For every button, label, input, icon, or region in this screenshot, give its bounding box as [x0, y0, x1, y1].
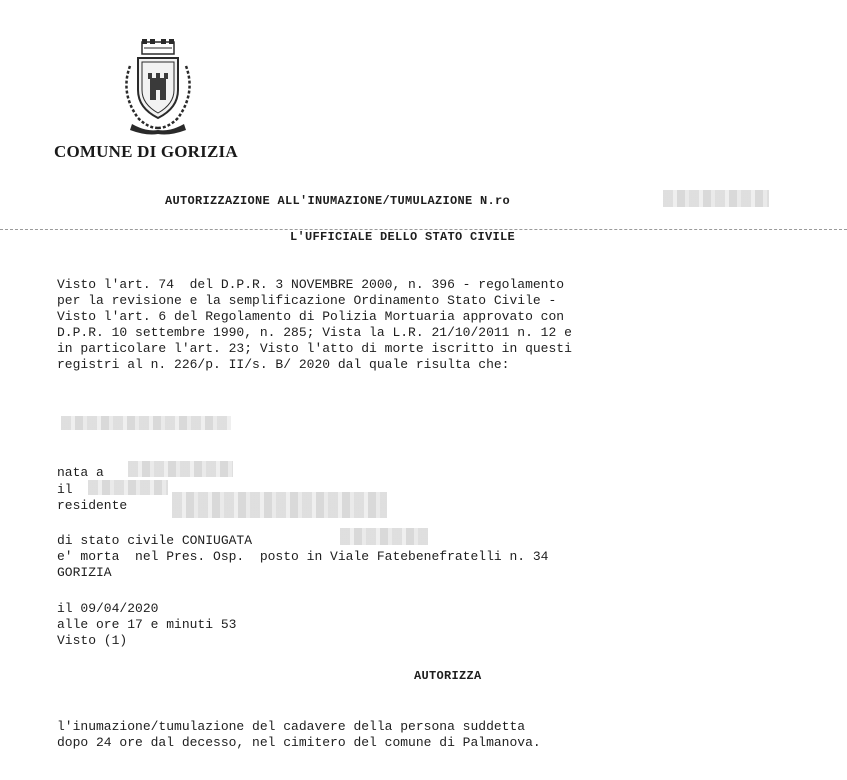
death-time: alle ore 17 e minuti 53 [57, 617, 237, 632]
intro-line: per la revisione e la semplificazione Ordinamento Stato Civile - [57, 293, 557, 308]
death-place [57, 549, 548, 581]
redacted-residence [172, 492, 387, 518]
residence-label: residente [57, 498, 128, 513]
closing-line: dopo 24 ore dal decesso, nel cimitero del comune di Palmanova. [57, 735, 541, 750]
intro-line: registri al n. 226/p. II/s. B/ 2020 dal quale risulta che: [57, 357, 510, 372]
death-date: il 09/04/2020 [57, 601, 159, 616]
intro-line: Visto l'art. 74 del D.P.R. 3 NOVEMBRE 2000, n. 396 - regolamento [57, 277, 565, 292]
authorizes-heading: AUTORIZZA [414, 669, 482, 683]
born-label: nata a [57, 465, 104, 480]
redacted-birthplace [128, 461, 233, 477]
officer-heading: L'UFFICIALE DELLO STATO CIVILE [290, 230, 516, 244]
intro-paragraph [57, 277, 572, 373]
death-line: GORIZIA [57, 565, 112, 580]
intro-line: Visto l'art. 6 del Regolamento di Polizia Mortuaria approvato con [57, 309, 565, 324]
coat-of-arms-icon [116, 38, 200, 136]
death-line: e' morta nel Pres. Osp. posto in Viale Fatebenefratelli n. 34 [57, 549, 549, 564]
date-label: il [57, 482, 73, 497]
closing-paragraph [57, 719, 541, 751]
document-title: AUTORIZZAZIONE ALL'INUMAZIONE/TUMULAZIONE N.ro [165, 194, 511, 208]
redacted-number [663, 190, 769, 207]
closing-line: l'inumazione/tumulazione del cadavere della persona suddetta [57, 719, 526, 734]
death-details [57, 601, 236, 649]
organization-name: COMUNE DI GORIZIA [54, 142, 238, 161]
redacted-spouse [340, 528, 428, 545]
civil-status: di stato civile CONIUGATA [57, 533, 253, 548]
intro-line: in particolare l'art. 23; Visto l'atto di morte iscritto in questi [57, 341, 572, 356]
redacted-birthdate [88, 480, 168, 495]
seen-note: Visto (1) [57, 633, 128, 648]
intro-line: D.P.R. 10 settembre 1990, n. 285; Vista la L.R. 21/10/2011 n. 12 e [57, 325, 572, 340]
redacted-person-name [61, 416, 231, 430]
